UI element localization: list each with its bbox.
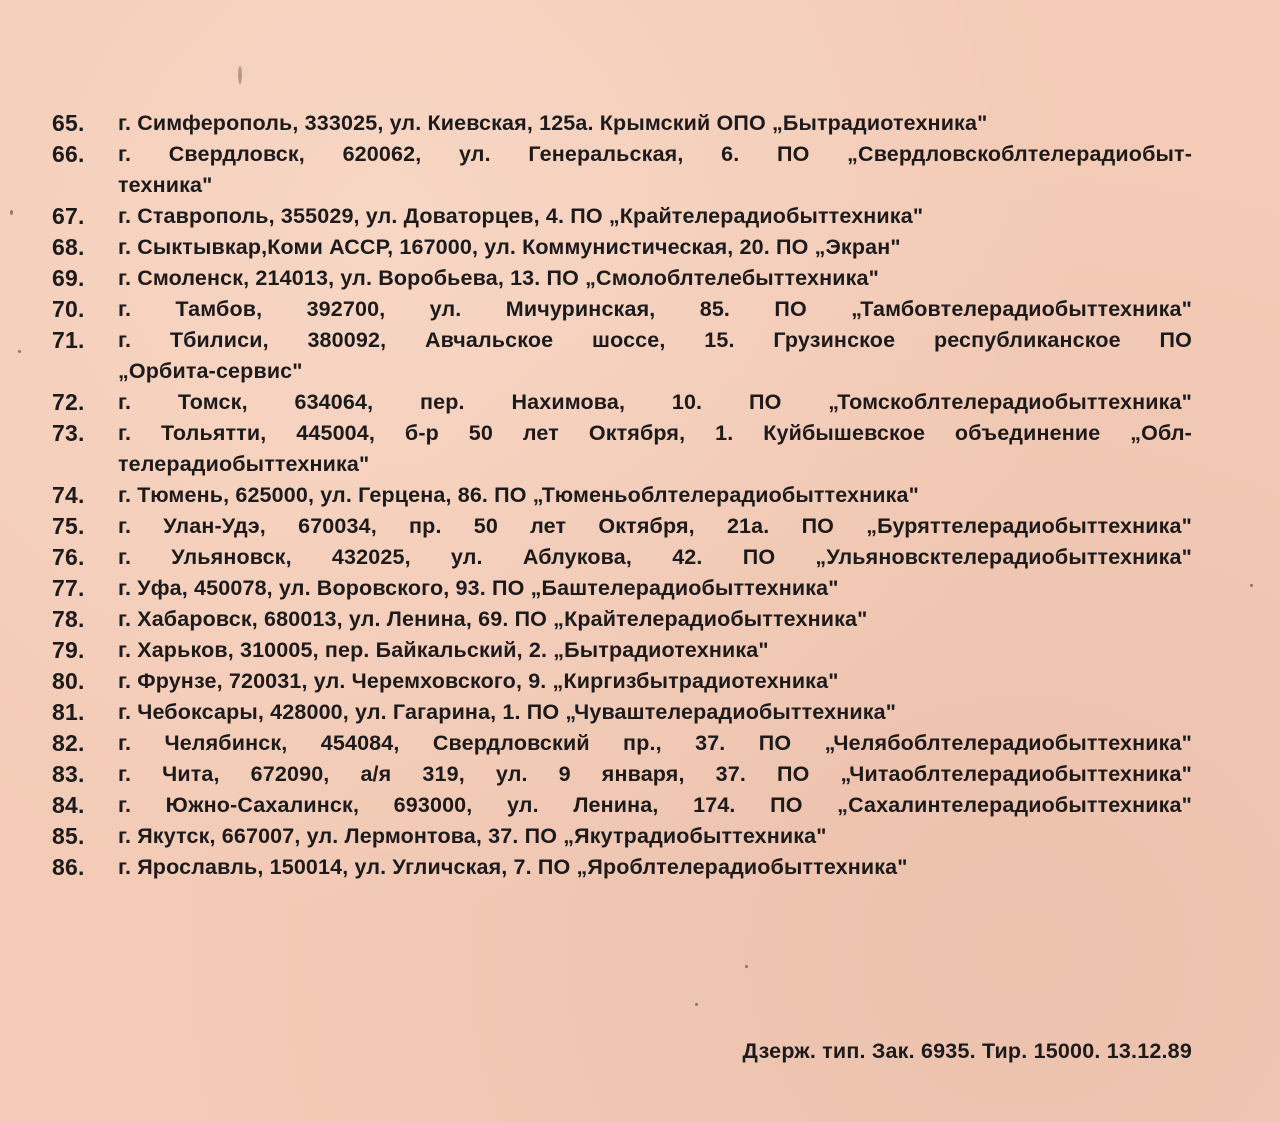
list-item	[52, 263, 1192, 294]
list-item	[52, 418, 1192, 480]
entry-text: г. Ставрополь, 355029, ул. Доваторцев, 4. ПО „Крайтелерадиобыттехника"	[118, 204, 924, 228]
address-list	[52, 108, 1192, 883]
entry-number: 82.	[52, 730, 85, 756]
entry-text: г. Чита, 672090, а/я 319, ул. 9 января, 37. ПО „Читаоблтелерадиобыттехника"	[118, 762, 1192, 786]
entry-number: 77.	[52, 575, 85, 601]
list-item	[52, 511, 1192, 542]
entry-number: 70.	[52, 296, 85, 322]
list-item	[52, 542, 1192, 573]
list-item	[52, 139, 1192, 201]
entry-text: г. Якутск, 667007, ул. Лермонтова, 37. ПО „Якутрадиобыттехника"	[118, 824, 827, 848]
entry-number: 79.	[52, 637, 85, 663]
entry-number: 81.	[52, 699, 85, 725]
ink-speck	[238, 66, 242, 84]
entry-text: г. Симферополь, 333025, ул. Киевская, 125а. Крымский ОПО „Бытрадиотехника"	[118, 111, 988, 135]
list-item	[52, 852, 1192, 883]
ink-speck	[18, 350, 21, 353]
entry-text: г. Харьков, 310005, пер. Байкальский, 2. „Бытрадиотехника"	[118, 638, 769, 662]
entry-number: 65.	[52, 110, 85, 136]
list-item	[52, 728, 1192, 759]
entry-text-continued: телерадиобыттехника"	[118, 452, 370, 476]
entry-text: г. Уфа, 450078, ул. Воровского, 93. ПО „Баштелерадиобыттехника"	[118, 576, 839, 600]
list-item	[52, 573, 1192, 604]
entry-number: 75.	[52, 513, 85, 539]
list-item	[52, 108, 1192, 139]
entry-text: г. Томск, 634064, пер. Нахимова, 10. ПО „Томскоблтелерадиобыттехника"	[118, 390, 1192, 414]
entry-text: г. Челябинск, 454084, Свердловский пр., 37. ПО „Челябоблтелерадиобыттехника"	[118, 731, 1192, 755]
list-item	[52, 604, 1192, 635]
entry-number: 84.	[52, 792, 85, 818]
entry-text: г. Тольятти, 445004, б-р 50 лет Октября, 1. Куйбышевское объединение „Обл-	[118, 421, 1192, 445]
entry-number: 68.	[52, 234, 85, 260]
entry-number: 72.	[52, 389, 85, 415]
entry-number: 76.	[52, 544, 85, 570]
entry-text: г. Сыктывкар,Коми АССР, 167000, ул. Коммунистическая, 20. ПО „Экран"	[118, 235, 901, 259]
entry-number: 67.	[52, 203, 85, 229]
list-item	[52, 697, 1192, 728]
entry-text: г. Хабаровск, 680013, ул. Ленина, 69. ПО „Крайтелерадиобыттехника"	[118, 607, 868, 631]
entry-number: 71.	[52, 327, 85, 353]
list-item	[52, 759, 1192, 790]
list-item	[52, 635, 1192, 666]
entry-text: г. Тбилиси, 380092, Авчальское шоссе, 15. Грузинское республиканское ПО	[118, 328, 1192, 352]
entry-text-continued: техника"	[118, 173, 213, 197]
entry-number: 69.	[52, 265, 85, 291]
list-item	[52, 232, 1192, 263]
list-item	[52, 821, 1192, 852]
list-item	[52, 387, 1192, 418]
list-item	[52, 790, 1192, 821]
entry-text: г. Фрунзе, 720031, ул. Черемховского, 9. „Киргизбытрадиотехника"	[118, 669, 839, 693]
list-item	[52, 325, 1192, 387]
list-item	[52, 480, 1192, 511]
list-item	[52, 666, 1192, 697]
list-item	[52, 294, 1192, 325]
ink-speck	[695, 1003, 698, 1006]
entry-number: 74.	[52, 482, 85, 508]
entry-number: 85.	[52, 823, 85, 849]
entry-text: г. Смоленск, 214013, ул. Воробьева, 13. ПО „Смолоблтелебыттехника"	[118, 266, 879, 290]
entry-number: 66.	[52, 141, 85, 167]
entry-text: г. Ульяновск, 432025, ул. Аблукова, 42. ПО „Ульяновсктелерадиобыттехника"	[118, 545, 1192, 569]
ink-speck	[745, 965, 748, 968]
entry-number: 86.	[52, 854, 85, 880]
entry-text: г. Свердловск, 620062, ул. Генеральская, 6. ПО „Свердловскоблтелерадиобыт-	[118, 142, 1192, 166]
entry-number: 83.	[52, 761, 85, 787]
entry-text: г. Южно-Сахалинск, 693000, ул. Ленина, 174. ПО „Сахалинтелерадиобыттехника"	[118, 793, 1192, 817]
ink-speck	[10, 210, 13, 215]
entry-text: г. Ярославль, 150014, ул. Угличская, 7. ПО „Яроблтелерадиобыттехника"	[118, 855, 908, 879]
entry-text: г. Тюмень, 625000, ул. Герцена, 86. ПО „Тюменьоблтелерадиобыттехника"	[118, 483, 920, 507]
entry-number: 73.	[52, 420, 85, 446]
entry-text-continued: „Орбита-сервис"	[118, 359, 303, 383]
list-item	[52, 201, 1192, 232]
ink-speck	[1250, 584, 1253, 587]
entry-text: г. Тамбов, 392700, ул. Мичуринская, 85. ПО „Тамбовтелерадиобыттехника"	[118, 297, 1192, 321]
entry-number: 78.	[52, 606, 85, 632]
entry-number: 80.	[52, 668, 85, 694]
entry-text: г. Улан-Удэ, 670034, пр. 50 лет Октября, 21а. ПО „Буряттелерадиобыттехника"	[118, 514, 1192, 538]
entry-text: г. Чебоксары, 428000, ул. Гагарина, 1. ПО „Чуваштелерадиобыттехника"	[118, 700, 897, 724]
printing-imprint: Дзерж. тип. Зак. 6935. Тир. 15000. 13.12.89	[742, 1039, 1192, 1063]
